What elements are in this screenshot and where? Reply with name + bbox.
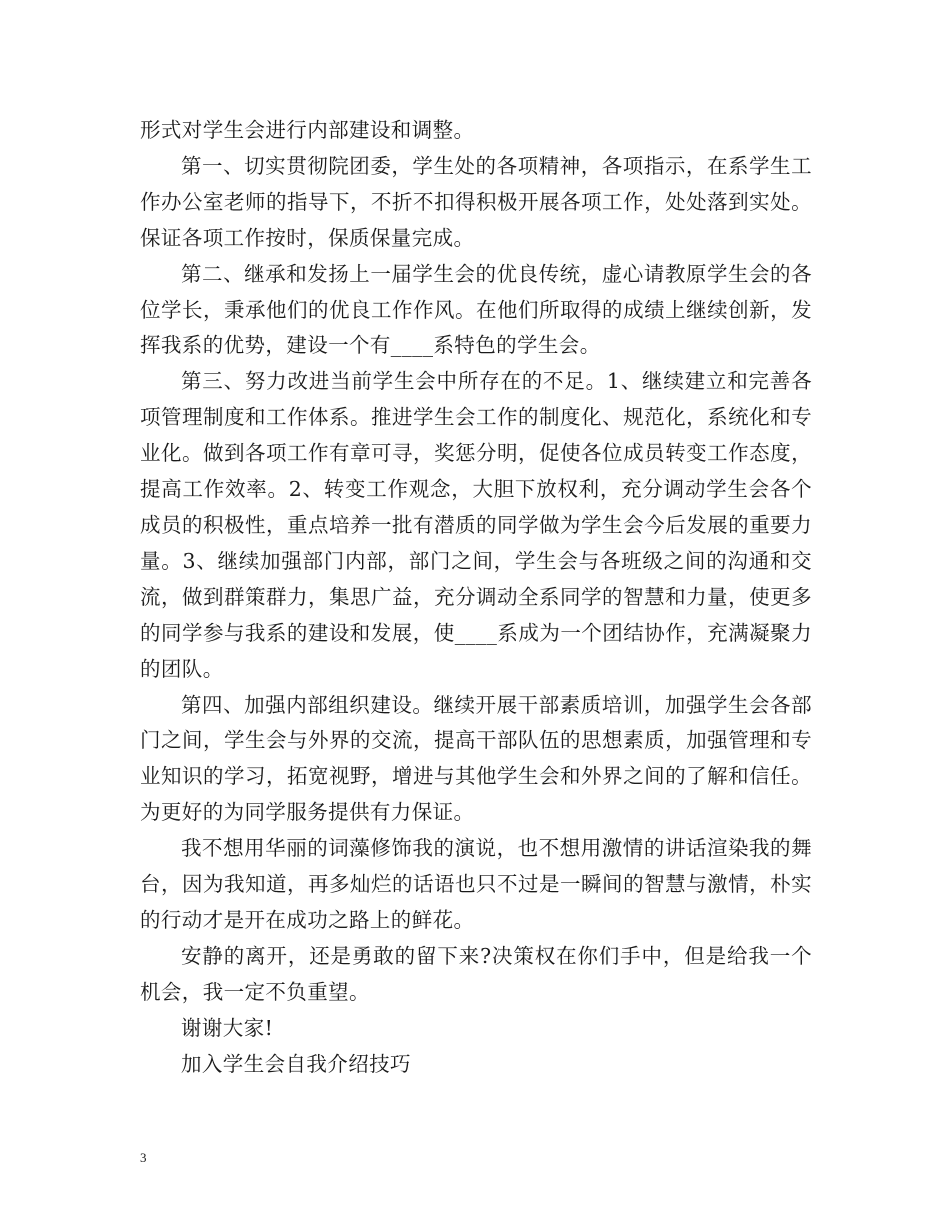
section-heading: 加入学生会自我介绍技巧 (181, 1051, 411, 1076)
paragraph-appeal: 安静的离开，还是勇敢的留下来?决策权在你们手中，但是给我一个机会，我一定不负重望。 (140, 943, 812, 1004)
page-number: 3 (140, 1150, 147, 1165)
document-body (140, 113, 812, 1082)
paragraph-closing-statement: 我不想用华丽的词藻修饰我的演说，也不想用激情的讲话渲染我的舞台，因为我知道，再多灿烂的话语也只不过是一瞬间的智慧与激情，朴实的行动才是开在成功之路上的鲜花。 (140, 836, 812, 932)
paragraph-continuation: 形式对学生会进行内部建设和调整。 (140, 118, 475, 142)
paragraph-thanks: 谢谢大家! (181, 1015, 274, 1040)
paragraph-point-four: 第四、加强内部组织建设。继续开展干部素质培训，加强学生会各部门之间，学生会与外界的交流，提高干部队伍的思想素质，加强管理和专业知识的学习，拓宽视野，增进与其他学生会和外界之间的了解和信任。为更好的为同学服务提供有力保证。 (140, 692, 812, 825)
paragraph-point-one: 第一、切实贯彻院团委，学生处的各项精神，各项指示，在系学生工作办公室老师的指导下，不折不扣得积极开展各项工作，处处落到实处。保证各项工作按时，保质保量完成。 (140, 153, 812, 250)
paragraph-point-two: 第二、继承和发扬上一届学生会的优良传统，虚心请教原学生会的各位学长，秉承他们的优良工作作风。在他们所取得的成绩上继续创新，发挥我系的优势，建设一个有____系特色的学生会。 (140, 261, 812, 358)
paragraph-point-three: 第三、努力改进当前学生会中所存在的不足。1、继续建立和完善各项管理制度和工作体系。推进学生会工作的制度化、规范化，系统化和专业化。做到各项工作有章可寻，奖惩分明，促使各位成员转变工作态度，提高工作效率。2、转变工作观念，大胆下放权利，充分调动学生会各个成员的积极性，重点培养一批有潜质的同学做为学生会今后发展的重要力量。3、继续加强部门内部，部门之间，学生会与各班级之间的沟通和交流，做到群策群力，集思广益，充分调动全系同学的智慧和力量，使更多的同学参与我系的建设和发展，使____系成为一个团结协作，充满凝聚力的团队。 (140, 369, 812, 681)
